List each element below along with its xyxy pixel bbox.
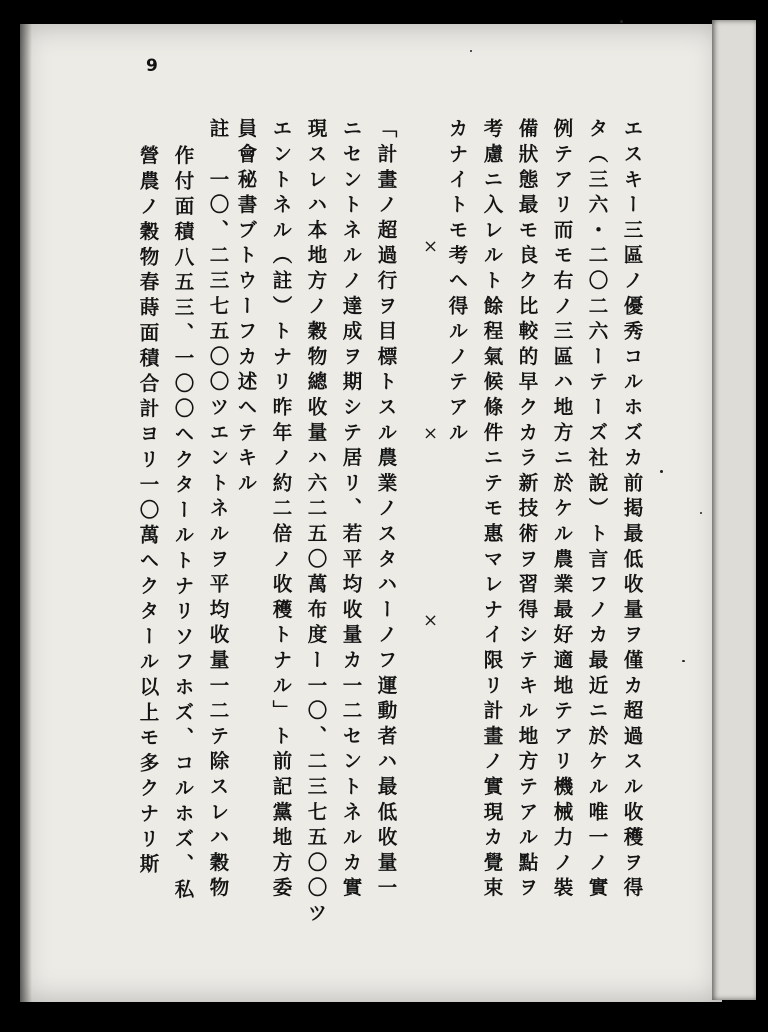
paper-speck [470, 50, 472, 52]
note-line-2: 作付面積八五三、一〇〇ヘクタールトナリソフホズ、コルホズ、私 [171, 145, 195, 904]
text-line-3: 例テアリ而モ右ノ三區ハ地方ニ於ケル農業最好適地テアリ機械力ノ裝 [550, 118, 574, 903]
binding-shadow [20, 24, 32, 1002]
text-line-8: ニセントネルノ達成ヲ期シテ居リ、若平均收量カ一二セントネルカ實 [339, 118, 363, 903]
text-line-7: 「計畫ノ超過行ヲ目標トスル農業ノスタハーノフ運動者ハ最低收量一 [374, 118, 398, 903]
text-line-2: タ（三六・二〇二六ーテーズ社說）ト言フノカ最近ニ於ケル唯一ノ實 [585, 118, 609, 903]
page-sheet [20, 24, 722, 1002]
text-line-6: カナイトモ考ヘ得ルノテアル [445, 118, 469, 447]
page-number: 9 [146, 56, 158, 76]
note-line-3: 營農ノ穀物春蒔面積合計ヨリ一〇萬ヘクタール以上モ多クナリ斯 [136, 145, 160, 879]
section-break-marks: × × × [420, 236, 441, 705]
text-line-1: エスキー三區ノ優秀コルホズカ前掲最低收量ヲ僅カ超過スル收穫ヲ得 [620, 118, 644, 903]
text-line-10: エントネル（註）トナリ昨年ノ約二倍ノ收穫トナル」ト前記黨地方委 [269, 118, 293, 903]
note-line-1: 註 一〇、二三七五〇〇ツエントネルヲ平均收量一二テ除スレハ穀物 [206, 118, 230, 903]
paper-speck [660, 470, 663, 473]
text-line-5: 考慮ニ入レルト餘程氣候條件ニテモ惠マレナイ限リ計畫ノ實現カ覺束 [480, 118, 504, 903]
page-edge [712, 20, 756, 1000]
text-line-9: 現スレハ本地方ノ穀物總收量ハ六二五〇萬布度ー一〇、二三七五〇〇ツ [304, 118, 328, 928]
paper-speck [620, 20, 623, 23]
paper-speck [682, 660, 685, 662]
text-line-11: 員會秘書ブトウーフカ述ヘテキル [234, 118, 258, 498]
text-line-4: 備狀態最モ良ク比較的早クカラ新技術ヲ習得シテキル地方テアル點ヲ [515, 118, 539, 903]
paper-speck [700, 512, 702, 514]
